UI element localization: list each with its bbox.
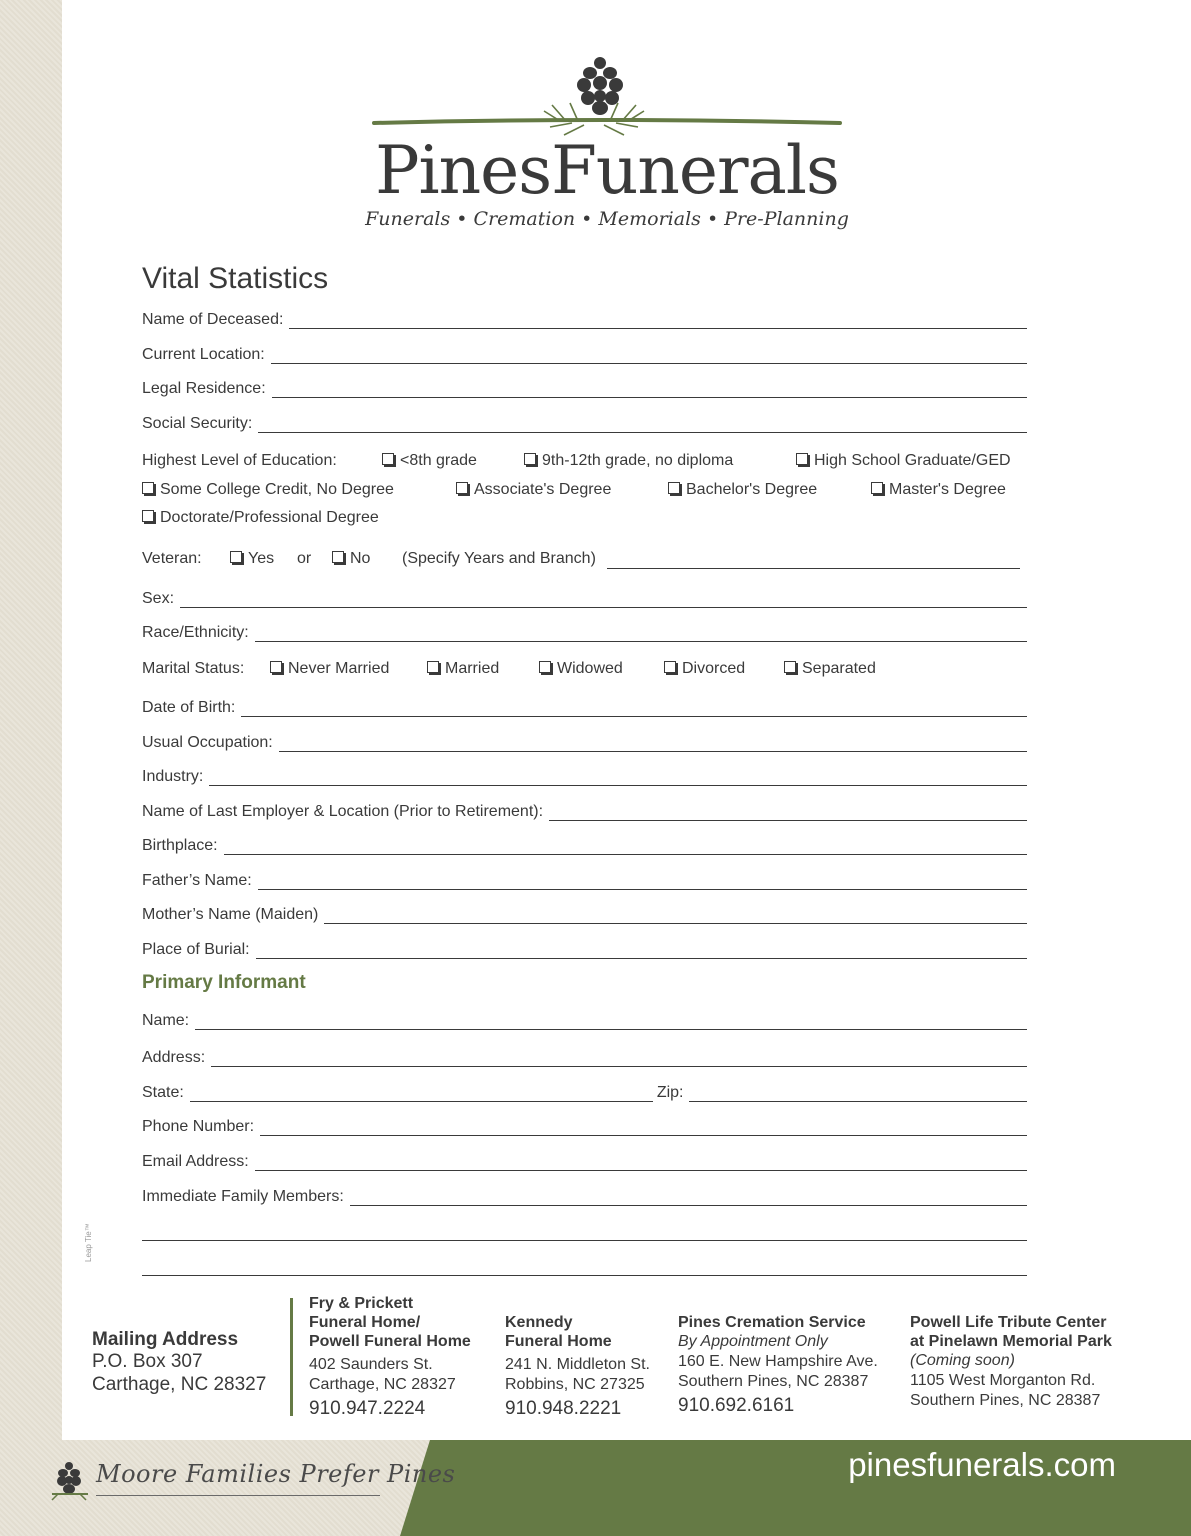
legal-residence-field[interactable] <box>142 374 1027 398</box>
fill-line[interactable] <box>350 1187 1027 1206</box>
location-kennedy: Kennedy Funeral Home 241 N. Middleton St. Robbins, NC 27325 910.948.2221 <box>505 1314 650 1419</box>
fill-line[interactable] <box>255 623 1027 642</box>
veteran-yes-option[interactable]: Yes <box>230 550 274 568</box>
checkbox-icon[interactable] <box>142 482 154 494</box>
education-option[interactable]: Bachelor's Degree <box>668 481 817 499</box>
education-option[interactable]: 9th-12th grade, no diploma <box>524 452 733 470</box>
birthplace-field[interactable] <box>142 831 1027 855</box>
fill-line[interactable] <box>260 1117 1027 1136</box>
veteran-or-text: or <box>297 550 312 567</box>
informant-phone-field[interactable] <box>142 1112 1027 1136</box>
veteran-group <box>142 550 1022 572</box>
current-location-field[interactable] <box>142 340 1027 364</box>
field-label: Address: <box>142 1049 206 1066</box>
checkbox-icon[interactable] <box>456 482 468 494</box>
fill-line[interactable] <box>241 698 1027 717</box>
education-option[interactable]: High School Graduate/GED <box>796 452 1011 470</box>
fill-line[interactable] <box>258 871 1027 890</box>
field-label: Legal Residence: <box>142 380 266 397</box>
fill-line[interactable] <box>271 345 1027 364</box>
family-members-line[interactable] <box>142 1217 1027 1241</box>
slogan-underline <box>96 1495 380 1496</box>
fill-line[interactable] <box>180 589 1027 608</box>
sex-field[interactable] <box>142 584 1027 608</box>
date-of-birth-field[interactable] <box>142 693 1027 717</box>
brand-name: PinesFunerals <box>375 132 839 209</box>
field-label: Phone Number: <box>142 1118 255 1135</box>
fill-line[interactable] <box>289 310 1027 329</box>
marital-option[interactable]: Widowed <box>539 660 623 678</box>
education-label: Highest Level of Education: <box>142 452 337 469</box>
checkbox-icon[interactable] <box>427 661 439 673</box>
field-label: Name: <box>142 1012 190 1029</box>
fill-line[interactable] <box>258 414 1027 433</box>
education-option[interactable]: Some College Credit, No Degree <box>142 481 394 499</box>
checkbox-icon[interactable] <box>270 661 282 673</box>
fill-line[interactable] <box>224 836 1027 855</box>
field-label: Birthplace: <box>142 837 218 854</box>
checkbox-icon[interactable] <box>524 453 536 465</box>
veteran-label: Veteran: <box>142 550 202 567</box>
checkbox-icon[interactable] <box>784 661 796 673</box>
fill-line[interactable] <box>142 1257 1027 1276</box>
fill-line[interactable] <box>272 379 1027 398</box>
pinecone-small-icon <box>48 1460 90 1502</box>
fill-line[interactable] <box>549 802 1027 821</box>
fill-line[interactable] <box>211 1048 1027 1067</box>
marital-option[interactable]: Separated <box>784 660 876 678</box>
location-fry-prickett: Fry & Prickett Funeral Home/ Powell Funeral Home 402 Saunders St. Carthage, NC 28327 910.947.2224 <box>309 1295 471 1419</box>
phone-link[interactable]: 910.947.2224 <box>309 1398 426 1419</box>
fill-line[interactable] <box>195 1011 1027 1030</box>
canvas-border-left <box>0 0 62 1440</box>
field-label: Race/Ethnicity: <box>142 624 249 641</box>
field-label: Date of Birth: <box>142 699 236 716</box>
checkbox-icon[interactable] <box>668 482 680 494</box>
marital-option[interactable]: Married <box>427 660 499 678</box>
field-label: Current Location: <box>142 346 265 363</box>
footer-slogan: Moore Families Prefer Pines <box>96 1460 456 1488</box>
mailing-title: Mailing Address <box>92 1329 239 1350</box>
checkbox-icon[interactable] <box>871 482 883 494</box>
design-credit: Leap Tie™ <box>84 1223 93 1262</box>
fill-line[interactable] <box>279 733 1027 752</box>
informant-state-zip-field[interactable] <box>142 1078 1027 1102</box>
field-label: Name of Deceased: <box>142 311 284 328</box>
education-option[interactable]: Associate's Degree <box>456 481 611 499</box>
veteran-no-option[interactable]: No <box>332 550 370 568</box>
industry-field[interactable] <box>142 762 1027 786</box>
field-label: Sex: <box>142 590 175 607</box>
fill-line[interactable] <box>607 550 1020 569</box>
field-label: Immediate Family Members: <box>142 1188 344 1205</box>
veteran-specify-label: (Specify Years and Branch) <box>402 550 596 567</box>
social-security-field[interactable] <box>142 409 1027 433</box>
field-label: Zip: <box>656 1084 684 1101</box>
field-label: Place of Burial: <box>142 941 250 958</box>
form-title: Vital Statistics <box>142 262 329 295</box>
location-powell-life: Powell Life Tribute Center at Pinelawn Memorial Park (Coming soon) 1105 West Morganton Rd. Southern Pines, NC 28387 <box>910 1314 1112 1409</box>
family-members-line[interactable] <box>142 1252 1027 1276</box>
education-option[interactable]: Master's Degree <box>871 481 1006 499</box>
field-label: Usual Occupation: <box>142 734 273 751</box>
informant-email-field[interactable] <box>142 1147 1027 1171</box>
field-label: State: <box>142 1084 184 1101</box>
education-option[interactable]: <8th grade <box>382 452 477 470</box>
fill-line[interactable] <box>255 1152 1027 1171</box>
field-label: Email Address: <box>142 1153 249 1170</box>
checkbox-icon[interactable] <box>382 453 394 465</box>
marital-option[interactable]: Divorced <box>664 660 745 678</box>
mailing-address <box>92 1330 266 1396</box>
mailing-line: Carthage, NC 28327 <box>92 1374 267 1395</box>
last-employer-field[interactable] <box>142 797 1027 821</box>
fill-line[interactable] <box>190 1083 653 1102</box>
race-field[interactable] <box>142 618 1027 642</box>
field-label: Industry: <box>142 768 204 785</box>
fill-line[interactable] <box>689 1083 1027 1102</box>
fill-line[interactable] <box>324 905 1027 924</box>
phone-link[interactable]: 910.692.6161 <box>678 1395 795 1416</box>
fill-line[interactable] <box>209 767 1027 786</box>
marital-label: Marital Status: <box>142 660 245 677</box>
fill-line[interactable] <box>142 1222 1027 1241</box>
location-pines-cremation: Pines Cremation Service By Appointment Only 160 E. New Hampshire Ave. Southern Pines, NC 28387 910.692.6161 <box>678 1314 878 1416</box>
checkbox-icon[interactable] <box>230 551 242 563</box>
fathers-name-field[interactable] <box>142 866 1027 890</box>
education-option[interactable]: Doctorate/Professional Degree <box>142 509 379 527</box>
phone-link[interactable]: 910.948.2221 <box>505 1398 622 1419</box>
field-label: Mother’s Name (Maiden) <box>142 906 319 923</box>
checkbox-icon[interactable] <box>142 510 154 522</box>
mailing-line: P.O. Box 307 <box>92 1351 203 1372</box>
field-label: Social Security: <box>142 415 253 432</box>
brand-tagline: Funerals • Cremation • Memorials • Pre-Planning <box>365 208 849 230</box>
checkbox-icon[interactable] <box>332 551 344 563</box>
name-of-deceased-field[interactable] <box>142 305 1027 329</box>
usual-occupation-field[interactable] <box>142 728 1027 752</box>
field-label: Name of Last Employer & Location (Prior to Retirement): <box>142 803 544 820</box>
fill-line[interactable] <box>256 940 1027 959</box>
place-of-burial-field[interactable] <box>142 935 1027 959</box>
divider <box>290 1298 293 1416</box>
website-link[interactable]: pinesfunerals.com <box>848 1446 1116 1483</box>
family-members-field[interactable] <box>142 1182 1027 1206</box>
primary-informant-heading: Primary Informant <box>142 972 306 993</box>
mothers-name-field[interactable] <box>142 900 1027 924</box>
marital-option[interactable]: Never Married <box>270 660 389 678</box>
informant-address-field[interactable] <box>142 1043 1027 1067</box>
checkbox-icon[interactable] <box>539 661 551 673</box>
informant-name-field[interactable] <box>142 1006 1027 1030</box>
checkbox-icon[interactable] <box>664 661 676 673</box>
field-label: Father’s Name: <box>142 872 252 889</box>
checkbox-icon[interactable] <box>796 453 808 465</box>
